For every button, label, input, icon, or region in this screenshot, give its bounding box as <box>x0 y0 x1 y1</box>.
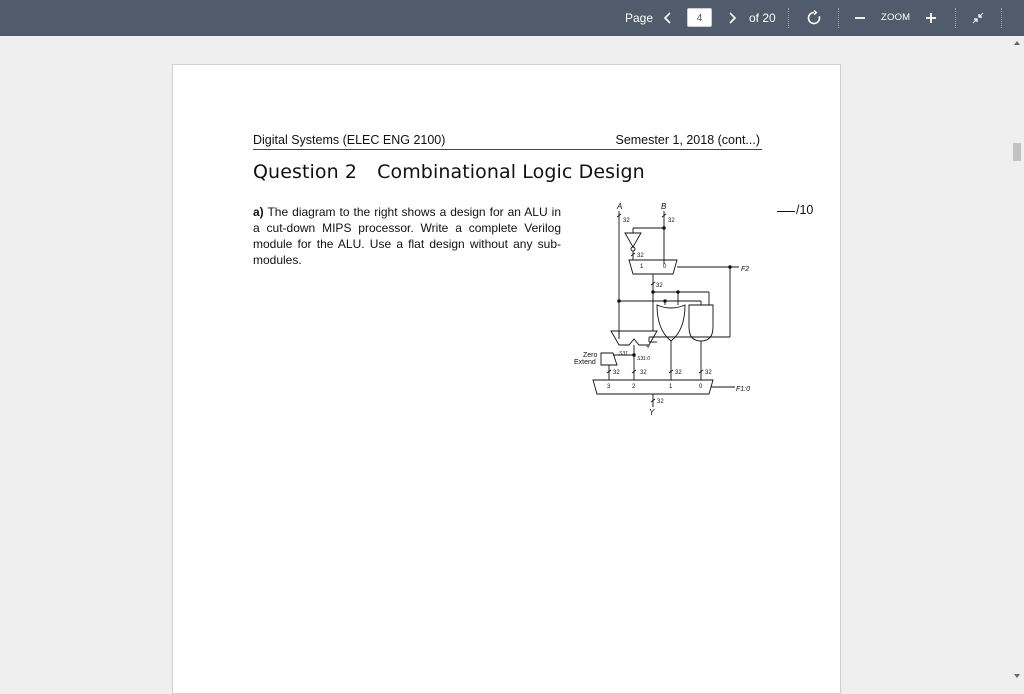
input-b-label: B <box>661 202 667 211</box>
extend-label: Extend <box>574 359 596 366</box>
zero-label: Zero <box>583 352 598 359</box>
rotate-icon <box>806 10 822 26</box>
svg-text:1: 1 <box>669 384 673 390</box>
alu-diagram <box>571 201 771 431</box>
f2-label: F2 <box>741 266 750 273</box>
document-page <box>172 64 841 694</box>
svg-text:32: 32 <box>637 253 644 259</box>
or-gate-icon <box>657 305 685 341</box>
chevron-left-icon <box>663 11 673 25</box>
marks-blank <box>777 211 795 212</box>
chevron-right-icon <box>727 11 737 25</box>
semester-header: Semester 1, 2018 (cont...) <box>615 133 760 147</box>
inverter-icon <box>625 233 641 247</box>
question-text <box>253 204 561 268</box>
rotate-button[interactable] <box>804 0 824 36</box>
zoom-label: ZOOM <box>881 12 911 23</box>
page-label: Page <box>625 11 654 25</box>
toolbar-divider <box>1001 8 1002 28</box>
scroll-down-arrow-icon[interactable] <box>1014 674 1020 678</box>
svg-text:32: 32 <box>657 399 664 405</box>
svg-text:0: 0 <box>663 264 667 270</box>
zoom-in-button[interactable] <box>923 0 939 36</box>
svg-text:32: 32 <box>623 218 630 224</box>
output-y-label: Y <box>649 408 655 417</box>
s310-label: S31:0 <box>637 356 651 362</box>
marks-value: /10 <box>796 203 814 217</box>
page-number-input[interactable]: 4 <box>687 8 712 27</box>
part-text: The diagram to the right shows a design for an ALU in a cut-down MIPS processor. Write a complete Verilog module for the ALU. Use a flat design without any sub-modules. <box>253 205 561 267</box>
svg-text:+: + <box>646 344 651 351</box>
svg-text:32: 32 <box>656 283 663 289</box>
f10-label: F1:0 <box>736 386 751 393</box>
question-number: Question 2 <box>253 161 358 183</box>
svg-text:32: 32 <box>668 218 675 224</box>
collapse-icon <box>971 11 985 25</box>
course-header: Digital Systems (ELEC ENG 2100) <box>253 133 446 147</box>
adder <box>611 331 657 345</box>
input-a-label: A <box>617 202 623 211</box>
scrollbar-thumb[interactable] <box>1013 143 1021 161</box>
question-heading <box>253 161 645 183</box>
svg-text:0: 0 <box>699 384 703 390</box>
prev-page-button[interactable] <box>660 0 676 36</box>
mux-4to1 <box>593 380 713 394</box>
total-pages: of 20 <box>749 11 776 25</box>
and-gate-icon <box>689 305 713 341</box>
question-title: Combinational Logic Design <box>377 161 645 183</box>
header-rule <box>253 149 762 150</box>
s31-label: S31 <box>619 351 628 357</box>
svg-text:32: 32 <box>613 370 620 376</box>
zoom-out-button[interactable] <box>852 0 868 36</box>
viewer-toolbar <box>0 0 1024 36</box>
svg-text:2: 2 <box>632 384 636 390</box>
svg-text:1: 1 <box>640 264 644 270</box>
mux-2to1 <box>629 260 677 274</box>
fit-page-button[interactable] <box>969 0 987 36</box>
toolbar-divider <box>788 8 789 28</box>
scroll-up-arrow-icon[interactable] <box>1014 41 1020 45</box>
next-page-button[interactable] <box>724 0 740 36</box>
part-label: a) <box>253 205 264 219</box>
toolbar-divider <box>955 8 956 28</box>
svg-text:3: 3 <box>607 384 611 390</box>
svg-text:32: 32 <box>640 370 647 376</box>
minus-icon <box>854 12 866 24</box>
svg-text:32: 32 <box>675 370 682 376</box>
plus-icon <box>925 12 937 24</box>
toolbar-divider <box>838 8 839 28</box>
marks <box>777 203 813 217</box>
svg-text:32: 32 <box>705 370 712 376</box>
